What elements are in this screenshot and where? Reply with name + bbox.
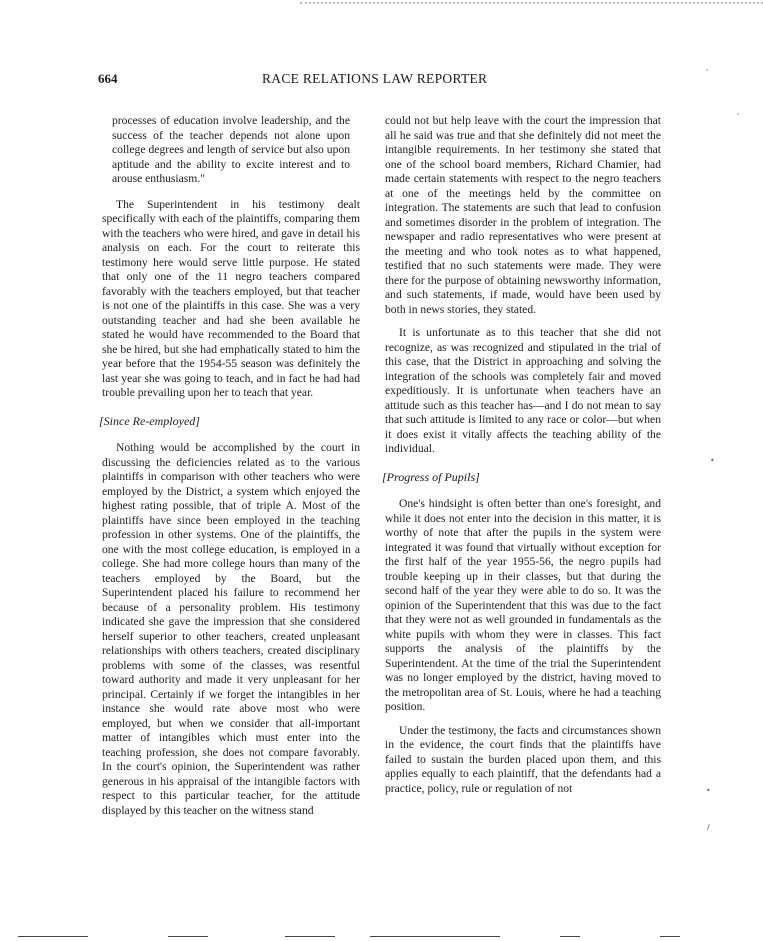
- paragraph: Under the testimony, the facts and circumstances shown in the evidence, the court finds that the plaintiffs have failed to sustain the burden placed upon them, and this applies equally to each plaintiff, that the defendants had a practice, policy, rule or regulation of not: [385, 723, 661, 795]
- paragraph: It is unfortunate as to this teacher that she did not recognize, as was recognized and stipulated in the trial of this case, that the District in approaching and solving the integration of the schools was completely fair and moved expeditiously. It is unfortunate when teachers have an attitude such as this teacher has—and I do not mean to say that such attitude is limited to any race or color—but when it does exist it vitally affects the teaching ability of the individual.: [385, 326, 661, 455]
- scan-edge-mark: [660, 936, 680, 937]
- right-column: [382, 114, 661, 805]
- scan-edge-dots: [300, 2, 763, 4]
- page-header: [98, 71, 658, 91]
- scan-speck: ': [706, 68, 709, 77]
- journal-title: RACE RELATIONS LAW REPORTER: [262, 71, 488, 86]
- scan-speck: •: [706, 786, 711, 795]
- section-heading: [Progress of Pupils]: [382, 469, 480, 484]
- paragraph: Nothing would be accomplished by the court in discussing the deficiencies related as to the various plaintiffs in comparison with other teachers who were employed by the District, a system which enjoyed the highest rating possible, that of triple A. Most of the plaintiffs have since been employed in the teaching profession in other systems. One of the plaintiffs, the one with the most college education, is employed in a college. She had more college hours than many of the teachers employed by the Board, but the Superintendent placed his failure to recommend her because of a personality problem. His testimony indicated she gave the impression that she considered herself superior to other teachers, created unpleasant relationships with others teachers, created disciplinary problems with some of the classes, was resentful toward authority and made it very unpleasant for her principal. Certainly if we forget the intangibles in her instance she would rate above most who were employed, but when we consider that all-important matter of intangibles which must enter into the teaching profession, she does not compare favorably. In the court's opinion, the Superintendent was rather generous in his appraisal of the intangible factors with respect to this particular teacher, for the attitude displayed by this teacher on the witness stand: [102, 441, 360, 817]
- scan-edge-mark: [285, 936, 335, 937]
- scan-edge-mark: [168, 936, 208, 937]
- scan-edge-mark: [370, 936, 500, 937]
- scan-speck: /: [707, 823, 710, 832]
- block-quote: processes of education involve leadership, and the success of the teacher depends not alone upon college degrees and length of service but also upon aptitude and the ability to excite interest and to arouse enthusiasm.": [112, 114, 350, 185]
- scan-edge-mark: [560, 936, 580, 937]
- section-heading: [Since Re-employed]: [99, 413, 200, 428]
- scan-edge-mark: [18, 936, 88, 937]
- scan-speck: ': [737, 112, 740, 121]
- scan-speck: •: [710, 456, 715, 465]
- paragraph: could not but help leave with the court the impression that all he said was true and that she definitely did not meet the intangible requirements. In her testimony she stated that one of the school board members, Richard Chamier, had made certain statements with respect to the negro teachers at one of the meetings held by the committee on integration. The statements are such that lead to confusion and sometimes disorder in the problem of integration. The newspaper and radio representatives who were present at the meeting and who took notes as to what happened, testified that no such statements were made. They were there for the purpose of obtaining newsworthy information, and such statements, if made, would have been used by both in news stories, they stated.: [385, 114, 661, 316]
- left-column: [99, 114, 360, 827]
- paragraph: One's hindsight is often better than one's foresight, and while it does not enter into the decision in this matter, it is worthy of note that after the pupils in the system were integrated it was found that virtually without exception for the first half of the year 1955-56, the negro pupils had trouble keeping up in their classes, but that during the second half of the year they were able to do so. It was the opinion of the Superintendent that this was due to the fact that they were not as well grounded in fundamentals as the white pupils with whom they were in classes. This fact supports the analysis of the plaintiffs by the Superintendent. At the time of the trial the Superintendent was no longer employed by the district, having moved to the metropolitan area of St. Louis, where he had a teaching position.: [385, 497, 661, 713]
- page-number: 664: [98, 71, 118, 86]
- paragraph: The Superintendent in his testimony dealt specifically with each of the plaintiffs, comparing them with the teachers who were hired, and gave in detail his analysis on each. For the court to reiterate this testimony here would serve little purpose. He stated that only one of the 11 negro teachers compared favorably with the teachers employed, but that teacher is not one of the plaintiffs in this case. She was a very outstanding teacher and had she been available he stated he would have recommended to the Board that she be hired, but she had emphatically stated to him the year before that the 1954-55 season was definitely the last year she was going to teach, and in fact he had had trouble prevailing upon her to teach that year.: [102, 197, 360, 399]
